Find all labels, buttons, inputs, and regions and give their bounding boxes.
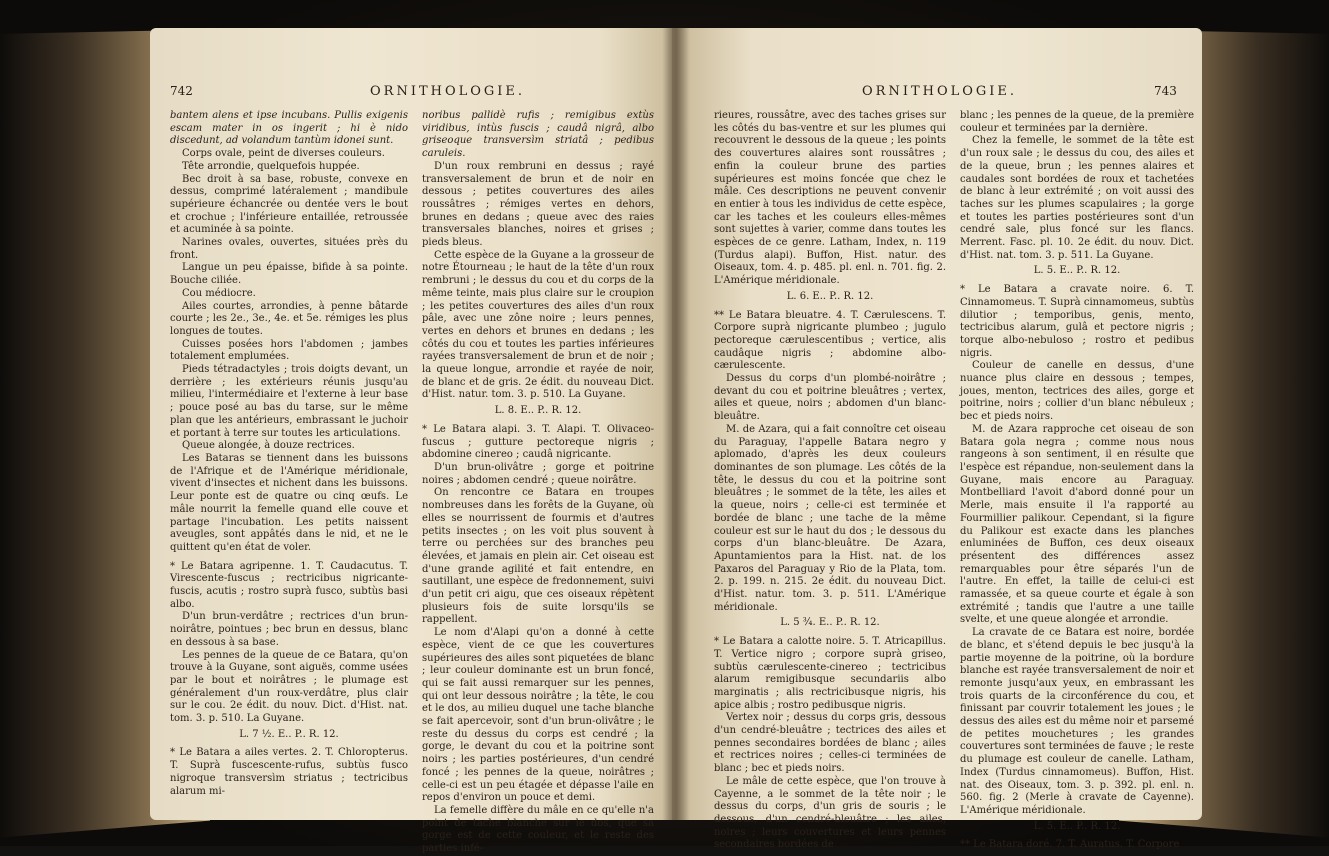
book-gutter: [662, 28, 690, 820]
paragraph: D'un brun-verdâtre ; rectrices d'un brun-noirâtre, pointues ; bec brun en dessus, blanc en dessous à sa base.: [170, 611, 408, 648]
right-column-1: [714, 110, 946, 852]
species-entry-heading: * Le Batara agripenne. 1. T. Caudacutus. T. Virescente-fuscus ; rectricibus nigricante-fuscis, acutis ; rostro suprà fusco, subtùs basi albo.: [170, 560, 408, 610]
paragraph: Les pennes de la queue de ce Batara, qu'on trouve à la Guyane, sont aiguës, comme usées par le bout et noirâtres ; le plumage est généralement d'un roux-verdâtre, plus clair sur le cou. 2e édit. du nouv. Dict. d'Hist. nat. tom. 3. p. 510. La Guyane.: [170, 649, 408, 725]
measurement-line: L. 5 ¾. E.. P.. R. 12.: [780, 617, 880, 629]
measurement-line: L. 7 ½. E.. P.. R. 12.: [239, 728, 339, 740]
paragraph: Tête arrondie, quelquefois huppée.: [182, 160, 360, 172]
paragraph: On rencontre ce Batara en troupes nombreuses dans les forêts de la Guyane, où elles se nourrissent de fourmis et d'autres petits insectes ; on les voit plus souvent à terre ou perchées sur des branches peu élevées, et jamais en plein air. Cet oiseau est d'une grande agilité et fait entendre, en sautillant, une espèce de fredonnement, suivi d'un petit cri aigu, que ces oiseaux répètent plusieurs fois de suite lorsqu'ils se rappellent.: [422, 487, 654, 626]
species-entry-heading: * Le Batara a cravate noire. 6. T. Cinnamomeus. T. Suprà cinnamomeus, subtùs dilutior ; temporibus, genis, mento, tectricibus alarum, gulâ et pectore nigris ; torque albo-nebuloso ; rostro et pedibus nigris.: [960, 284, 1194, 359]
left-running-head: ORNITHOLOGIE.: [370, 84, 526, 99]
right-running-head: ORNITHOLOGIE.: [862, 84, 1018, 99]
paragraph: D'un roux rembruni en dessus ; rayé transversalement de brun et de noir en dessous ; petites couvertures des ailes roussâtres ; rémiges vertes en dehors, brunes en dedans ; queue avec des raies transversales blanches, noires et grises ; pieds bleus.: [422, 160, 654, 249]
left-column-2: [422, 110, 654, 856]
paragraph: La cravate de ce Batara est noire, bordée de blanc, et s'étend depuis le bec jusqu'à la partie moyenne de la poitrine, où la bordure blanche est rayée transversalement de noir et remonte jusqu'aux yeux, en embrassant les trois quarts de la circonférence du cou, et finissant par couvrir totalement les joues ; le dessus des ailes est du même noir et parsemé de petites mouchetures ; les grandes couvertures sont terminées de fauve ; le reste du plumage est couleur de canelle. Latham, Index (Turdus cinnamomeus). Buffon, Hist. nat. des Oiseaux, tom. 3. p. 392. pl. enl. n. 560. fig. 2 (Merle à cravate de Cayenne). L'Amérique méridionale.: [960, 627, 1194, 816]
species-entry-heading: * Le Batara a ailes vertes. 2. T. Chloropterus. T. Suprà fuscescente-rufus, subtùs fusco nigroque transversìm striatus ; tectricibus alarum mi-: [170, 747, 408, 797]
measurement-line: L. 5. E.. P.. R. 12.: [1033, 820, 1121, 832]
paragraph: Langue un peu épaisse, bifide à sa pointe. Bouche ciliée.: [170, 262, 408, 287]
paragraph: blanc ; les pennes de la queue, de la première couleur et terminées par la dernière.: [960, 110, 1194, 134]
paragraph: Cette espèce de la Guyane a la grosseur de notre Étourneau ; le haut de la tête d'un roux rembruni ; le dessus du cou et du corps de la même teinte, mais plus claire sur le croupion ; les petites couvertures des ailes d'un roux pâle, avec une zône noire ; leurs pennes, vertes en dehors et brunes en dedans ; les côtés du cou et toutes les parties inférieures rayées transversalement de brun et de noir ; la queue longue, arrondie et rayée de noir, de blanc et de gris. 2e édit. du nouveau Dict. d'Hist. natur. tom. 3. p. 510. La Guyane.: [422, 249, 654, 401]
species-entry-heading: * Le Batara alapi. 3. T. Alapi. T. Olivaceo-fuscus ; gutture pectoreque nigris ; abdomine cinereo ; caudâ nigricante.: [422, 423, 654, 461]
measurement-line: L. 5. E.. P.. R. 12.: [1033, 265, 1121, 277]
paragraph: Dessus du corps d'un plombé-noirâtre ; devant du cou et poitrine bleuâtres ; vertex, ailes et queue, noirs ; abdomen d'un blanc-bleuâtre.: [714, 373, 946, 423]
paragraph: noribus pallidè rufis ; remigibus extùs viridibus, intùs fuscis ; caudâ nigrâ, albo griseoque transversìm striatâ ; pedibus caruleis.: [422, 110, 654, 160]
paragraph: Pieds tétradactyles ; trois doigts devant, un derrière ; les extérieurs réunis jusqu'au milieu, l'intermédiaire et l'externe à leur base ; pouce posé au bas du tarse, sur le même plan que les antérieurs, embrassant le juchoir et portant à terre sur toutes les articulations.: [170, 364, 408, 439]
left-column-1: [170, 110, 408, 798]
species-entry-heading: ** Le Batara bleuatre. 4. T. Cærulescens. T. Corpore suprà nigricante plumbeo ; jugulo pectoreque cærulescentibus ; vertice, alis caudâque nigris ; abdomine albo-cærulescente.: [714, 309, 946, 372]
paragraph: Chez la femelle, le sommet de la tête est d'un roux sale ; le dessus du cou, des ailes et de la queue, brun ; les pennes alaires et caudales sont bordées de roux et tachetées de blanc à leur extrémité ; on voit aussi des taches sur les plumes scapulaires ; la gorge et toutes les parties postérieures sont d'un cendré sale, plus foncé sur les flancs. Merrent. Fasc. pl. 10. 2e édit. du nouv. Dict. d'Hist. nat. tom. 3. p. 511. La Guyane.: [960, 135, 1194, 261]
measurement-line: L. 8. E.. P.. R. 12.: [494, 405, 582, 417]
paragraph: Les Bataras se tiennent dans les buissons de l'Afrique et de l'Amérique méridionale, vivent d'insectes et nichent dans les buissons. Leur ponte est de quatre ou cinq œufs. Le mâle nourrit la femelle quand elle couve et partage l'incubation. Les petits naissent aveugles, sont appâtés dans le nid, et ne le quittent qu'en état de voler.: [170, 452, 408, 553]
measurement-line: L. 6. E.. P.. R. 12.: [786, 290, 874, 302]
paragraph: Vertex noir ; dessus du corps gris, dessous d'un cendré-bleuâtre ; tectrices des ailes et pennes secondaires bordées de blanc ; ailes et rectrices noires ; celles-ci terminées de blanc ; bec et pieds noirs.: [714, 712, 946, 775]
paragraph: Cuisses posées hors l'abdomen ; jambes totalement emplumées.: [170, 338, 408, 363]
paragraph: Le nom d'Alapi qu'on a donné à cette espèce, vient de ce que les couvertures supérieures des ailes sont piquetées de blanc ; leur couleur dominante est un brun foncé, qui se fait aussi remarquer sur les pennes, qui ont leur dessous noirâtre ; la tête, le cou et le dos, au milieu duquel une tache blanche se fait apercevoir, sont d'un brun-olivâtre ; le reste du dessus du corps est cendré ; la gorge, le devant du cou et la poitrine sont noirs ; les parties postérieures, d'un cendré foncé ; les pennes de la queue, noirâtres ; celle-ci est un peu étagée et dépasse l'aile en repos d'environ un pouce et demi.: [422, 627, 654, 804]
paragraph: Narines ovales, ouvertes, situées près du front.: [170, 237, 408, 261]
paragraph: M. de Azara rapproche cet oiseau de son Batara gola negra ; comme nous nous rangeons à son sentiment, il en résulte que l'espèce est répandue, non-seulement dans la Guyane, mais encore au Paraguay. Montbelliard l'avoit d'abord donné pour un Merle, mais ensuite il l'a rapporté au Fourmillier palikour. Cependant, si la figure du Palikour est exacte dans les planches enluminées de Buffon, ces deux oiseaux présentent des différences assez remarquables pour être séparés l'un de l'autre. En effet, la taille de celui-ci est ramassée, et sa queue courte et égale à son extrémité ; tandis que l'autre a une taille svelte, et une queue alongée et arrondie.: [960, 423, 1194, 626]
species-entry-heading: * Le Batara a calotte noire. 5. T. Atricapillus. T. Vertice nigro ; corpore suprà griseo, subtùs cærulescente-cinereo ; tectricibus alarum remigibusque secundariis albo marginatis ; alis rectricibusque nigris, his apice albis ; rostro pedibusque nigris.: [714, 636, 946, 711]
right-column-2: [960, 110, 1194, 852]
right-page-number: 743: [1154, 84, 1177, 98]
paragraph: D'un brun-olivâtre ; gorge et poitrine noires ; abdomen cendré ; queue noirâtre.: [422, 461, 654, 486]
left-page-number: 742: [170, 84, 193, 98]
paragraph: M. de Azara, qui a fait connoître cet oiseau du Paraguay, l'appelle Batara negro y aplomado, d'après les deux couleurs dominantes de son plumage. Les côtés de la tête, le dessus du cou et la poitrine sont bleuâtres ; le sommet de la tête, les ailes et la queue, noirs ; celle-ci est terminée et bordée de blanc ; une tache de la même couleur est sur le haut du dos ; le dessous du corps d'un blanc-bleuâtre. De Azara, Apuntamientos para la Hist. nat. de los Paxaros del Paraguay y Rio de la Plata, tom. 2. p. 199. n. 215. 2e édit. du nouveau Dict. d'Hist. natur. tom. 3. p. 511. L'Amérique méridionale.: [714, 423, 946, 613]
paragraph: Le mâle de cette espèce, que l'on trouve à Cayenne, a le sommet de la tête noir ; le dessus du corps, d'un gris de souris ; le dessous, d'un cendré-bleuâtre ; les ailes, noires ; leurs couvertures et leurs pennes secondaires bordées de: [714, 775, 946, 851]
species-entry-heading: ** Le Batara doré. 7. T. Auratus. T. Corpore: [960, 839, 1180, 851]
paragraph: La femelle diffère du mâle en ce qu'elle n'a point de tache blanche sur le dos, que sa gorge est de cette couleur, et le reste des parties infé-: [422, 804, 654, 855]
paragraph: Couleur de canelle en dessus, d'une nuance plus claire en dessous ; tempes, joues, menton, tectrices des ailes, gorge et poitrine, noirs ; collier d'un blanc nébuleux ; bec et pieds noirs.: [960, 360, 1194, 423]
paragraph: Cou médiocre.: [182, 287, 256, 299]
paragraph: Queue alongée, à douze rectrices.: [182, 440, 355, 452]
left-page: [150, 28, 680, 855]
paragraph: Ailes courtes, arrondies, à penne bâtarde courte ; les 2e., 3e., 4e. et 5e. rémiges les plus longues de toutes.: [170, 300, 408, 337]
right-page: [672, 28, 1202, 851]
paragraph: bantem alens et ipse incubans. Pullis exigenis escam mater in os ingerit ; hi è nido discedunt, ad volandum tantùm idonei sunt.: [170, 110, 408, 147]
paragraph: Bec droit à sa base, robuste, convexe en dessus, comprimé latéralement ; mandibule supérieure échancrée ou dentée vers le bout et crochue ; l'inférieure entaillée, retroussée et acuminée à sa pointe.: [170, 173, 408, 236]
paragraph: rieures, roussâtre, avec des taches grises sur les côtés du bas-ventre et sur les plumes qui recouvrent le dessous de la queue ; les points des couvertures alaires sont roussâtres ; enfin la couleur brune des parties supérieures est moins foncée que chez le mâle. Ces descriptions ne peuvent convenir en entier à tous les individus de cette espèce, car les taches et les couleurs elles-mêmes sont sujettes à varier, comme dans toutes les espèces de ce genre. Latham, Index, n. 119 (Turdus alapi). Buffon, Hist. natur. des Oiseaux, tom. 4. p. 485. pl. enl. n. 701. fig. 2. L'Amérique méridionale.: [714, 110, 946, 287]
paragraph: Corps ovale, peint de diverses couleurs.: [182, 148, 385, 160]
